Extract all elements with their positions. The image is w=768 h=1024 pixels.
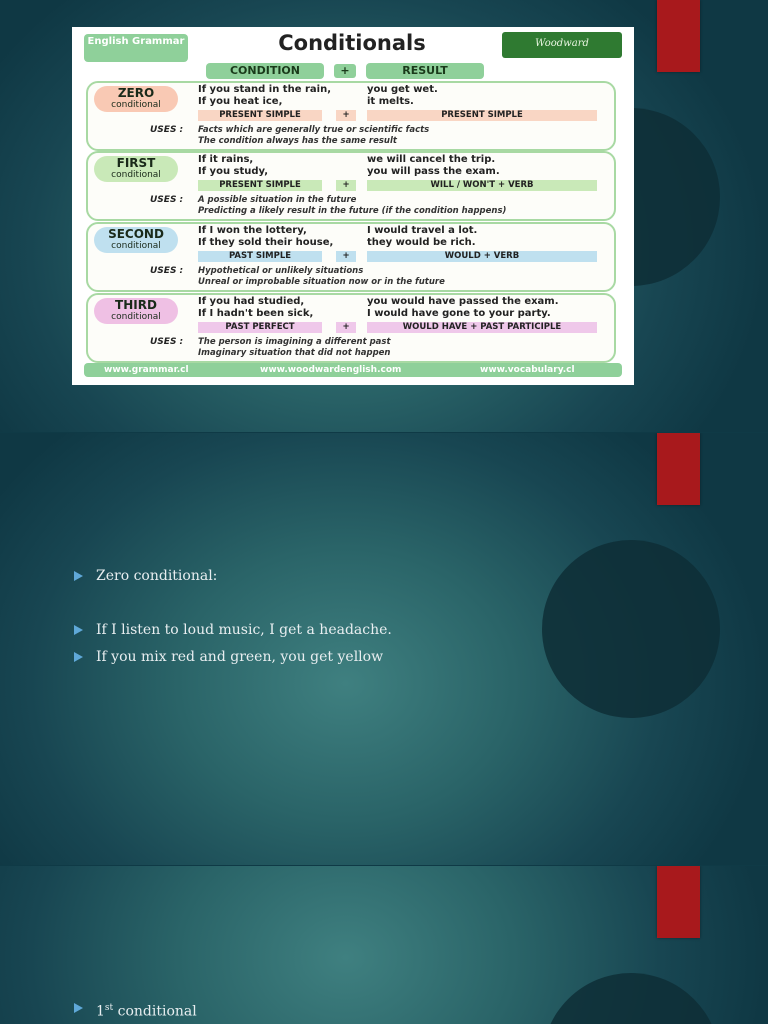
triangle-bullet-icon — [74, 571, 83, 581]
conditional-type-pill: ZERO conditional — [94, 86, 178, 112]
conditional-type-pill: SECOND conditional — [94, 227, 178, 253]
infographic-title: Conditionals — [278, 31, 426, 55]
panel-zero-conditional — [86, 81, 616, 151]
uses-description: A possible situation in the future Predicting a likely result in the future (if the condition happens) — [198, 195, 507, 216]
bullet-item: 1st conditional — [74, 998, 197, 1022]
bullet-list — [74, 566, 392, 667]
uses-label: USES : — [150, 337, 184, 347]
tense-plus: + — [336, 180, 356, 191]
bullet-item: If I listen to loud music, I get a headache. — [74, 620, 392, 640]
uses-label: USES : — [150, 195, 184, 205]
slide-3 — [0, 866, 768, 1024]
panel-third-conditional — [86, 293, 616, 363]
condition-example-2: If you study, — [198, 166, 269, 177]
footer-links — [84, 363, 622, 377]
result-example-2: you will pass the exam. — [367, 166, 500, 177]
uses-description: Hypothetical or unlikely situations Unreal or improbable situation now or in the future — [198, 266, 445, 287]
triangle-bullet-icon — [74, 625, 83, 635]
result-tense: WILL / WON'T + VERB — [367, 180, 597, 191]
conditional-type-pill: FIRST conditional — [94, 156, 178, 182]
conditional-type-pill: THIRD conditional — [94, 298, 178, 324]
result-tense: WOULD HAVE + PAST PARTICIPLE — [367, 322, 597, 333]
result-example-2: it melts. — [367, 96, 414, 107]
tense-plus: + — [336, 251, 356, 262]
condition-tense: PRESENT SIMPLE — [198, 180, 322, 191]
decorative-circle — [542, 540, 720, 718]
result-example-1: you would have passed the exam. — [367, 296, 559, 307]
tense-plus: + — [336, 322, 356, 333]
condition-header: CONDITION — [206, 63, 324, 79]
bullet-list — [74, 998, 197, 1022]
condition-tense: PAST SIMPLE — [198, 251, 322, 262]
result-tense: PRESENT SIMPLE — [367, 110, 597, 121]
footer-link-vocabulary[interactable]: www.vocabulary.cl — [480, 365, 575, 375]
uses-label: USES : — [150, 266, 184, 276]
bullet-item: If you mix red and green, you get yellow — [74, 647, 392, 667]
slide-1 — [0, 0, 768, 432]
woodward-logo: Woodward — [502, 32, 622, 58]
panel-second-conditional — [86, 222, 616, 292]
result-tense: WOULD + VERB — [367, 251, 597, 262]
triangle-bullet-icon — [74, 652, 83, 662]
condition-tense: PRESENT SIMPLE — [198, 110, 322, 121]
result-example-2: I would have gone to your party. — [367, 308, 551, 319]
triangle-bullet-icon — [74, 1003, 83, 1013]
footer-link-grammar[interactable]: www.grammar.cl — [104, 365, 189, 375]
result-example-2: they would be rich. — [367, 237, 476, 248]
condition-example-2: If I hadn't been sick, — [198, 308, 314, 319]
red-accent-bar — [657, 866, 700, 938]
condition-example-1: If I won the lottery, — [198, 225, 307, 236]
decorative-circle — [542, 973, 720, 1024]
english-grammar-badge: English Grammar — [84, 34, 188, 62]
condition-example-1: If it rains, — [198, 154, 254, 165]
condition-tense: PAST PERFECT — [198, 322, 322, 333]
uses-description: Facts which are generally true or scientific facts The condition always has the same result — [198, 125, 430, 146]
red-accent-bar — [657, 0, 700, 72]
uses-description: The person is imagining a different past Imaginary situation that did not happen — [198, 337, 391, 358]
header-plus: + — [334, 64, 356, 78]
result-example-1: you get wet. — [367, 84, 438, 95]
panel-first-conditional — [86, 151, 616, 221]
tense-plus: + — [336, 110, 356, 121]
condition-example-1: If you had studied, — [198, 296, 305, 307]
conditionals-infographic — [72, 27, 634, 385]
red-accent-bar — [657, 433, 700, 505]
bullet-item: Zero conditional: — [74, 566, 392, 586]
condition-example-2: If they sold their house, — [198, 237, 334, 248]
footer-link-woodward[interactable]: www.woodwardenglish.com — [260, 365, 402, 375]
condition-example-2: If you heat ice, — [198, 96, 283, 107]
slide-2 — [0, 433, 768, 865]
uses-label: USES : — [150, 125, 184, 135]
result-example-1: we will cancel the trip. — [367, 154, 496, 165]
result-example-1: I would travel a lot. — [367, 225, 478, 236]
result-header: RESULT — [366, 63, 484, 79]
condition-example-1: If you stand in the rain, — [198, 84, 331, 95]
